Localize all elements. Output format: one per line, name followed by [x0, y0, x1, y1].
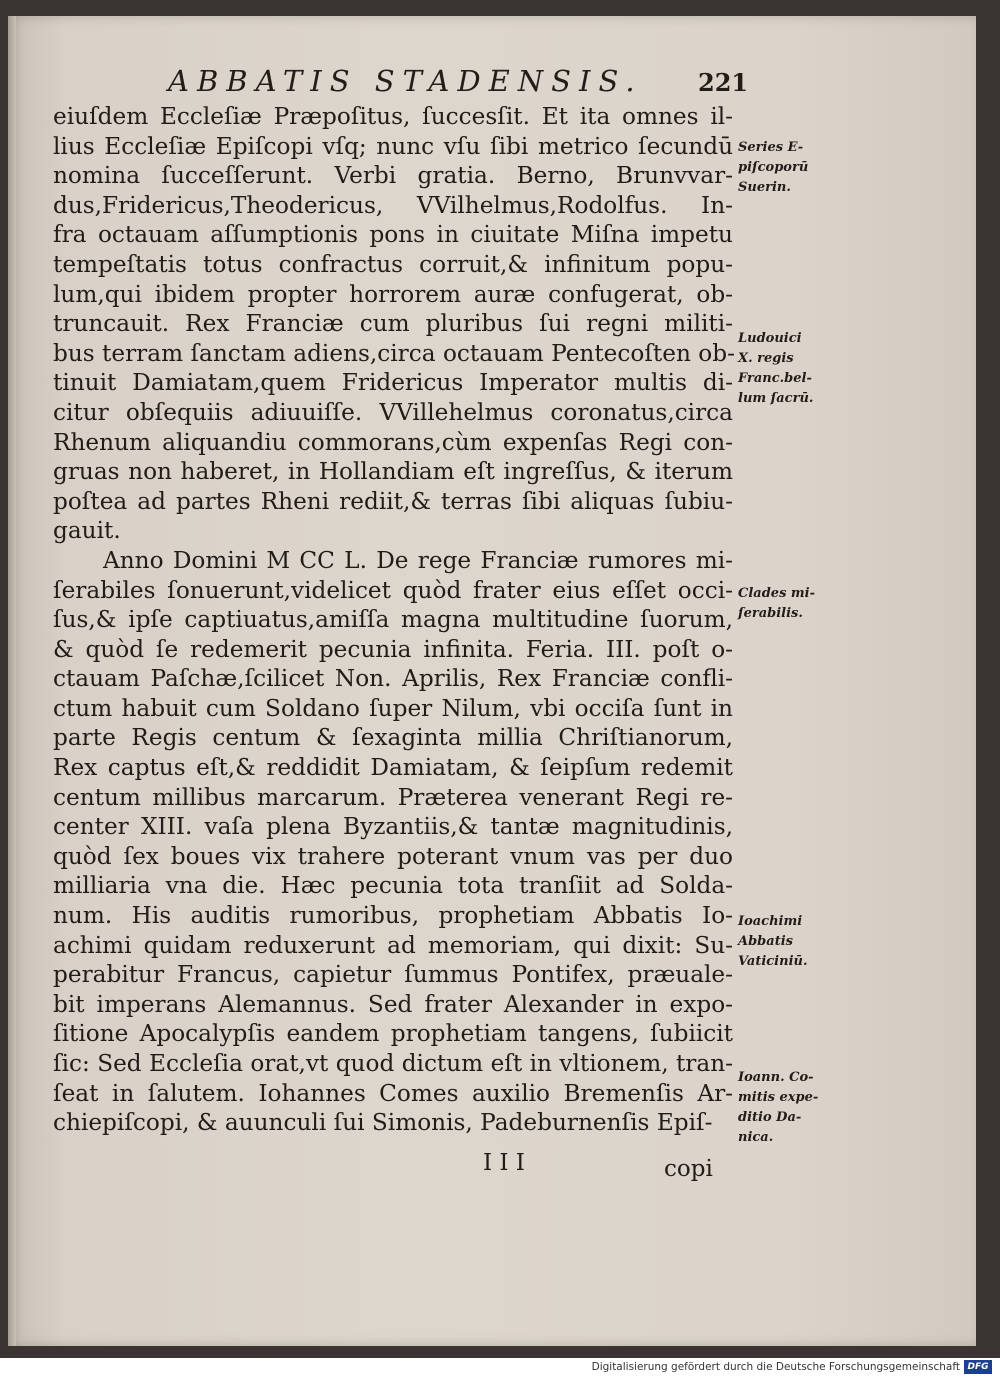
marginal-note-line: piſcoporū	[738, 160, 809, 175]
text-line: tempeſtatis totus confractus corruit,& infinitum popu-	[53, 250, 733, 278]
marginal-note-line: ſerabilis.	[738, 606, 803, 621]
text-line: citur obſequiis adiuuiſſe. VVillehelmus coronatus,circa	[53, 398, 733, 426]
marginal-note-line: Clades mi-	[738, 586, 816, 601]
text-line: truncauit. Rex Franciæ cum pluribus ſui regni militi-	[53, 310, 733, 338]
marginal-note-line: Ludouici	[738, 331, 802, 346]
digitization-footer	[0, 1358, 1000, 1378]
marginal-note-ludouici	[738, 329, 838, 409]
signature-mark: I I I	[483, 1150, 525, 1176]
marginal-note-ioann-comitis	[738, 1068, 838, 1148]
text-line: lius Eccleſiæ Epiſcopi vſq; nunc vſu ſibi metrico ſecundū	[53, 132, 733, 160]
marginal-note-line: ditio Da-	[738, 1110, 802, 1125]
page-number: 221	[698, 68, 749, 97]
text-line: parte Regis centum & ſexaginta millia Chriſtianorum,	[53, 724, 733, 752]
text-line: dus,Fridericus,Theodericus, VVilhelmus,Rodolfus. In-	[53, 191, 733, 219]
marginal-note-line: mitis expe-	[738, 1090, 819, 1105]
text-line: ſerabiles ſonuerunt,videlicet quòd frater eius eſſet occi-	[53, 576, 733, 604]
text-line: gauit.	[53, 517, 121, 545]
text-line: chiepiſcopi, & auunculi ſui Simonis, Padeburnenſis Epiſ-	[53, 1109, 713, 1137]
text-line: & quòd ſe redemerit pecunia infinita. Feria. III. poſt o-	[53, 635, 733, 663]
text-line: Anno Domini M CC L. De rege Franciæ rumores mi-	[103, 546, 733, 574]
text-line: ſic: Sed Eccleſia orat,vt quod dictum eſt in vltionem, tran-	[53, 1050, 733, 1077]
text-line: milliaria vna die. Hæc pecunia tota tranſiit ad Solda-	[53, 872, 733, 900]
marginal-note-line: X. regis	[738, 351, 794, 366]
footer-credit: Digitalisierung gefördert durch die Deutsche Forschungsgemeinschaft	[591, 1361, 960, 1373]
text-line: ſitione Apocalypſis eandem prophetiam tangens, ſubiicit	[53, 1020, 733, 1048]
marginal-note-clades	[738, 584, 838, 624]
text-line: poſtea ad partes Rheni rediit,& terras ſibi aliquas ſubiu-	[53, 487, 733, 515]
text-line: num. His auditis rumoribus, prophetiam Abbatis Io-	[53, 902, 733, 930]
marginal-note-series-episcoporum	[738, 138, 838, 198]
text-line: ſeat in ſalutem. Iohannes Comes auxilio Bremenſis Ar-	[53, 1079, 733, 1107]
text-line: Rhenum aliquandiu commorans,cùm expenſas Regi con-	[53, 428, 733, 456]
marginal-note-line: nica.	[738, 1130, 774, 1145]
dfg-logo: DFG	[964, 1360, 992, 1374]
marginal-note-line: lum ſacrū.	[738, 391, 814, 406]
text-line: achimi quidam reduxerunt ad memoriam, qui dixit: Su-	[53, 931, 733, 959]
text-line: centum millibus marcarum. Præterea venerant Regi re-	[53, 783, 733, 811]
text-line: ctauam Paſchæ,ſcilicet Non. Aprilis, Rex Franciæ confli-	[53, 665, 733, 693]
text-line: ſus,& ipſe captiuatus,amiſſa magna multitudine ſuorum,	[53, 606, 733, 634]
text-line: bus terram ſanctam adiens,circa octauam Pentecoſten ob-	[53, 339, 735, 367]
marginal-note-line: Vaticiniū.	[738, 954, 808, 969]
text-line: gruas non haberet, in Hollandiam eſt ingreſſus, & iterum	[53, 458, 733, 486]
main-text-block	[53, 102, 733, 1138]
text-line: tinuit Damiatam,quem Fridericus Imperator multis di-	[53, 369, 733, 397]
text-line: lum,qui ibidem propter horrorem auræ confugerat, ob-	[53, 280, 733, 308]
text-line: bit imperans Alemannus. Sed frater Alexander in expo-	[53, 990, 733, 1018]
text-line: Rex captus eſt,& reddidit Damiatam, & ſeipſum redemit	[53, 754, 733, 782]
page-gutter	[8, 16, 16, 1346]
text-line: fra octauam aſſumptionis pons in ciuitate Miſna impetu	[53, 221, 733, 249]
text-line: center XIII. vaſa plena Byzantiis,& tantæ magnitudinis,	[53, 813, 733, 841]
text-line: perabitur Francus, capietur ſummus Pontifex, præuale-	[53, 961, 733, 989]
running-title: ABBATIS STADENSIS.	[168, 64, 643, 98]
text-line: eiuſdem Eccleſiæ Præpoſitus, ſuccesſit. Et ita omnes il-	[53, 103, 733, 130]
marginal-note-line: Suerin.	[738, 180, 791, 195]
book-page	[8, 16, 976, 1346]
marginal-note-ioachimi	[738, 912, 838, 972]
marginal-note-line: Series E-	[738, 140, 804, 155]
text-line: nomina ſucceſſerunt. Verbi gratia. Berno, Brunvvar-	[53, 162, 733, 190]
text-line: quòd ſex boues vix trahere poterant vnum vas per duo	[53, 842, 733, 870]
marginal-note-line: Franc.bel-	[738, 371, 812, 386]
marginal-note-line: Ioachimi	[738, 914, 803, 929]
marginal-note-line: Ioann. Co-	[738, 1070, 814, 1085]
catchword: copi	[664, 1156, 713, 1182]
marginal-note-line: Abbatis	[738, 934, 793, 949]
text-line: ctum habuit cum Soldano ſuper Nilum, vbi occiſa ſunt in	[53, 694, 733, 722]
